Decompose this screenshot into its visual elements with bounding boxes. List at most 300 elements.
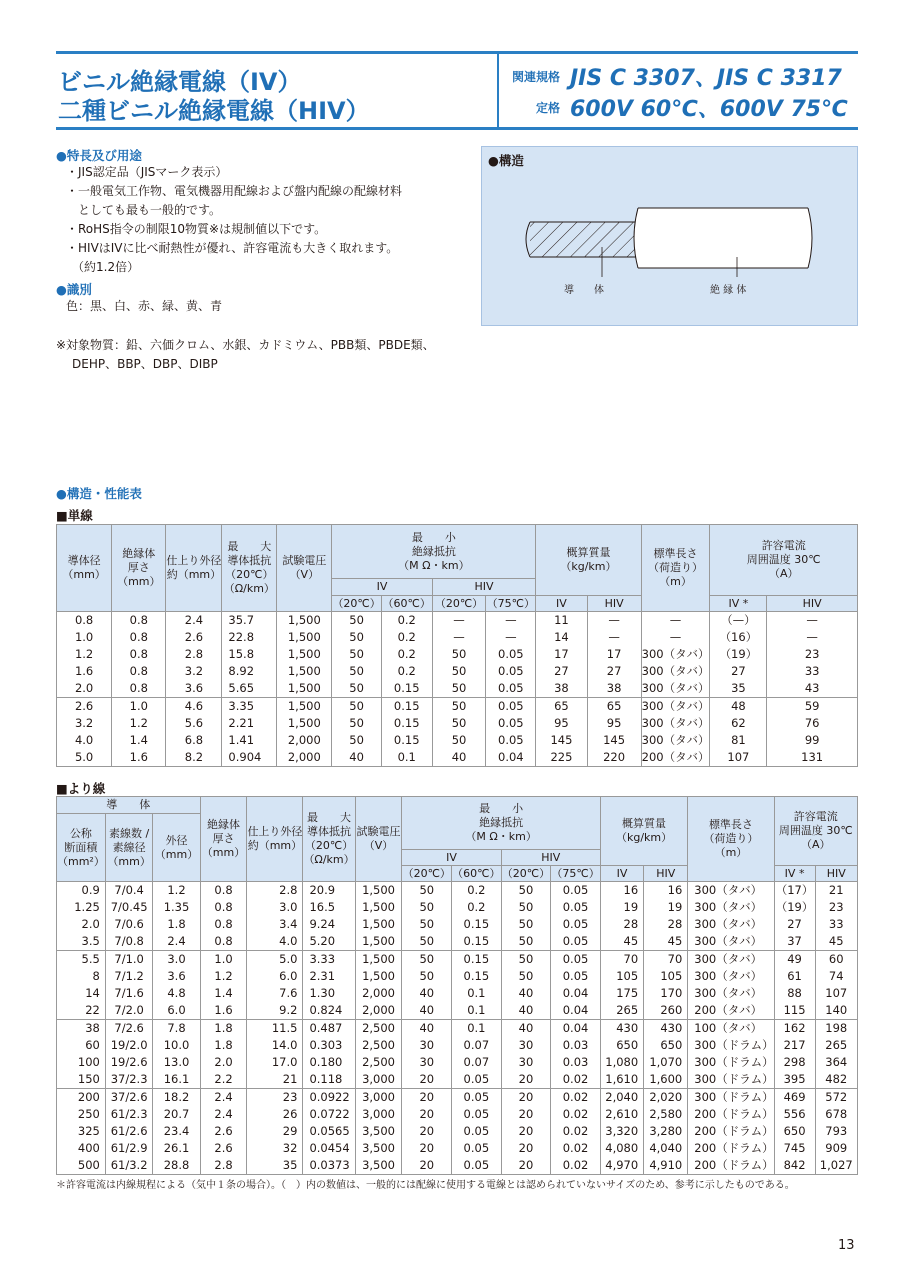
table-cell: 40: [419, 1003, 435, 1017]
table-cell-column: [641, 698, 710, 767]
header-current: 許容電流 周囲温度 30℃ （A）: [774, 797, 857, 866]
table-cell: 300（ドラム）: [694, 1090, 774, 1104]
table-cell-column: [153, 882, 200, 951]
table-cell: 1,500: [287, 630, 321, 644]
table-cell: 4.6: [184, 699, 204, 713]
table-cell: 0.1: [467, 1021, 486, 1035]
table-cell: 88: [787, 986, 802, 1000]
table-cell: 300（タバ）: [694, 883, 763, 897]
table-cell: 45: [623, 934, 639, 948]
table-cell: 300（タバ）: [694, 917, 763, 931]
rating-label: 定格: [536, 101, 561, 115]
header-min-insulation: 最 小 絶縁抵抗 （M Ω・km）: [332, 525, 536, 579]
table-cell-column: [105, 1020, 153, 1089]
table-cell: 170: [660, 986, 683, 1000]
table-cell: 7/1.2: [114, 969, 144, 983]
table-cell: 76: [804, 716, 820, 730]
table-cell: 0.03: [562, 1038, 589, 1052]
table-cell: 0.02: [562, 1107, 589, 1121]
header-ins-thickness: 絶縁体 厚さ （mm）: [112, 525, 166, 612]
table-cell-column: [600, 951, 643, 1020]
table-cell: 9.24: [309, 917, 336, 931]
table-cell: 50: [518, 952, 534, 966]
table-cell: 23: [804, 647, 820, 661]
table-cell: 70: [623, 952, 639, 966]
table-cell-column: [247, 951, 303, 1020]
table-cell: 1,500: [287, 716, 321, 730]
header-current-iv: IV *: [710, 596, 767, 612]
table-cell: 0.04: [562, 1021, 589, 1035]
table-cell: 8: [92, 969, 100, 983]
table-cell: 0.04: [562, 986, 589, 1000]
table-cell: 1,600: [649, 1072, 683, 1086]
table-cell: 0.05: [562, 969, 589, 983]
table-cell-column: [641, 612, 710, 698]
tables-heading: ●構造・性能表: [56, 486, 142, 501]
solid-wire-table-body: [57, 612, 858, 767]
table-cell-column: [57, 951, 106, 1020]
table-cell: 50: [518, 883, 534, 897]
table-cell: 2.31: [309, 969, 336, 983]
table-cell: 2,040: [605, 1090, 639, 1104]
table-cell: 198: [825, 1021, 848, 1035]
table-cell: 0.05: [463, 1090, 490, 1104]
table-cell-column: [688, 1020, 774, 1089]
table-cell: 35.7: [228, 613, 255, 627]
table-cell: 145: [550, 733, 573, 747]
table-row-group: [57, 1020, 858, 1089]
table-cell: —: [806, 613, 818, 627]
table-cell: 26.1: [163, 1141, 190, 1155]
rohs-note-line-2: DEHP、BBP、DBP、DIBP: [72, 357, 218, 371]
header-temp: （75℃）: [486, 596, 535, 610]
table-cell: 33: [828, 917, 844, 931]
table-cell: 265: [616, 1003, 639, 1017]
table-cell: 0.15: [463, 917, 490, 931]
table-cell: 325: [77, 1124, 100, 1138]
table-cell-column: [688, 1089, 774, 1175]
table-cell: 95: [606, 716, 622, 730]
table-cell: 1.6: [74, 664, 94, 678]
table-cell: 300（タバ）: [694, 934, 763, 948]
header-mass-hiv: HIV: [644, 866, 688, 882]
table-cell-column: [303, 882, 355, 951]
table-cell: 20: [419, 1107, 435, 1121]
table-cell: （—）: [721, 613, 756, 627]
header-min-insulation: 最 小 絶縁抵抗 （M Ω・km）: [402, 797, 600, 850]
table-cell: 8.2: [184, 750, 204, 764]
header-test-voltage: 試験電圧 （V）: [355, 797, 402, 882]
table-cell: 105: [660, 969, 683, 983]
footnote: ＊許容電流は内線規程による（気中１条の場合）。（ ）内の数値は、一般的には配線に使用する電線とは認められていないサイズのため、参考に示したものである。: [56, 1180, 795, 1191]
table-cell: 50: [518, 934, 534, 948]
table-cell: 50: [451, 733, 467, 747]
table-cell-column: [402, 1089, 452, 1175]
table-cell: 140: [825, 1003, 848, 1017]
table-cell: 200（タバ）: [694, 1003, 763, 1017]
header-bottom-rule: [56, 127, 858, 130]
table-cell: 50: [451, 664, 467, 678]
table-cell: 2.8: [279, 883, 298, 897]
table-cell: 200（ドラム）: [694, 1158, 774, 1172]
table-cell: 300（ドラム）: [694, 1072, 774, 1086]
stranded-wire-table: [56, 796, 858, 1175]
table-cell: 0.2: [467, 900, 486, 914]
table-row-group: [57, 1089, 858, 1175]
table-cell: 38: [85, 1021, 100, 1035]
conductor-label: 導 体: [564, 285, 604, 296]
table-cell: 0.303: [309, 1038, 343, 1052]
table-cell: 1.2: [167, 883, 186, 897]
table-cell: 2.0: [74, 681, 94, 695]
table-cell: 500: [77, 1158, 100, 1172]
table-cell-column: [105, 882, 153, 951]
header-od: 外径 （mm）: [153, 814, 200, 882]
table-cell: 0.8: [129, 647, 148, 661]
table-cell: 300（タバ）: [641, 733, 710, 747]
table-cell: 5.65: [228, 681, 255, 695]
table-cell: 260: [660, 1003, 683, 1017]
table-cell: 27: [554, 664, 569, 678]
header-mass: 概算質量 （kg/km）: [600, 797, 687, 866]
insulator-body: [638, 208, 808, 268]
table-cell: 0.1: [467, 1003, 486, 1017]
header-divider: [497, 51, 499, 127]
table-cell-column: [536, 612, 587, 698]
table-cell: 35: [731, 681, 746, 695]
table-cell: 0.2: [467, 883, 486, 897]
table-cell: 40: [419, 986, 435, 1000]
table-cell: 0.05: [463, 1072, 490, 1086]
table-cell: 62: [731, 716, 746, 730]
feature-line: としても最も一般的です。: [66, 203, 222, 217]
table-cell: 300（タバ）: [641, 699, 710, 713]
table-cell: 265: [825, 1038, 848, 1052]
table-cell: 26: [282, 1107, 298, 1121]
table-cell: 65: [554, 699, 569, 713]
table-cell: 2.6: [74, 699, 94, 713]
table-cell: 30: [518, 1038, 534, 1052]
table-cell: 1.0: [129, 699, 148, 713]
table-cell-column: [815, 1020, 858, 1089]
table-cell: 6.8: [184, 733, 204, 747]
table-cell: 1.30: [309, 986, 336, 1000]
table-cell: 3,320: [605, 1124, 639, 1138]
table-cell: 0.05: [562, 883, 589, 897]
table-cell: 40: [349, 750, 364, 764]
table-cell-column: [551, 951, 601, 1020]
table-cell-column: [644, 951, 688, 1020]
table-cell: 2,610: [605, 1107, 639, 1121]
table-cell-column: [587, 612, 641, 698]
table-cell: 50: [451, 681, 467, 695]
table-cell: 1,500: [362, 900, 396, 914]
table-cell: 430: [616, 1021, 639, 1035]
table-cell: 20: [518, 1141, 534, 1155]
table-cell: 20.9: [309, 883, 336, 897]
table-cell: 1,500: [287, 681, 321, 695]
table-cell: 1,610: [605, 1072, 639, 1086]
table-cell: 48: [731, 699, 746, 713]
header-temp: （20℃）: [432, 596, 486, 612]
table-cell: 0.05: [562, 900, 589, 914]
table-cell: 61: [787, 969, 802, 983]
table-cell: 1,080: [605, 1055, 639, 1069]
table-cell: 2.6: [184, 630, 204, 644]
table-cell-column: [355, 1020, 402, 1089]
table-cell: 2.4: [214, 1090, 233, 1104]
table-cell: 300（タバ）: [641, 664, 710, 678]
table-cell: 50: [518, 917, 534, 931]
table-cell: 0.15: [463, 934, 490, 948]
header-area: 公称 断面積 （mm²）: [57, 814, 106, 882]
table-cell-column: [432, 698, 486, 767]
table-cell: —: [608, 630, 620, 644]
table-cell: 3.4: [279, 917, 298, 931]
table-cell: 2.6: [214, 1124, 233, 1138]
table-cell: 7/2.0: [114, 1003, 144, 1017]
table-cell: 35: [282, 1158, 298, 1172]
table-cell: 0.0722: [309, 1107, 350, 1121]
cable-cross-section-illustration: [482, 147, 857, 325]
header-strands: 素線数 / 素線径 （mm）: [105, 814, 153, 882]
table-cell-column: [355, 882, 402, 951]
table-cell: 20: [518, 1072, 534, 1086]
table-cell: 2.8: [214, 1158, 233, 1172]
table-cell: 95: [554, 716, 569, 730]
header-conductor: 導 体: [57, 797, 201, 814]
table-cell: 0.0373: [309, 1158, 350, 1172]
table-cell: 0.1: [397, 750, 416, 764]
feature-line: ・JIS認定品（JISマーク表示）: [66, 165, 228, 179]
table-cell: 300（タバ）: [694, 969, 763, 983]
table-cell: 200（タバ）: [641, 750, 710, 764]
feature-line: ・HIVはIVに比べ耐熱性が優れ、許容電流も大きく取れます。: [66, 241, 399, 255]
table-cell: 650: [783, 1124, 806, 1138]
table-cell: 61/2.3: [110, 1107, 148, 1121]
structure-diagram: [481, 146, 858, 326]
table-cell: 5.0: [279, 952, 298, 966]
table-cell: 22.8: [228, 630, 255, 644]
table-cell: 0.8: [214, 934, 233, 948]
table-cell: 40: [419, 1021, 435, 1035]
table-cell: 59: [804, 699, 820, 713]
table-cell: 6.0: [167, 1003, 186, 1017]
table-cell: 1,500: [362, 917, 396, 931]
table-cell: 3.2: [74, 716, 94, 730]
table-cell: 5.0: [74, 750, 94, 764]
table-cell: 1.6: [214, 1003, 233, 1017]
table-cell: （19）: [719, 647, 758, 661]
table-cell: 2,000: [287, 750, 321, 764]
table-cell: 4,080: [605, 1141, 639, 1155]
table-cell-column: [57, 698, 112, 767]
table-cell: 65: [606, 699, 622, 713]
table-cell-column: [355, 1089, 402, 1175]
table-cell: 2,500: [362, 1021, 396, 1035]
table-cell: 0.8: [214, 900, 233, 914]
table-cell: 1,500: [287, 647, 321, 661]
table-cell-column: [688, 882, 774, 951]
table-cell: 0.03: [562, 1055, 589, 1069]
conductor-hatch: [530, 222, 640, 257]
table-cell: 3,000: [362, 1072, 396, 1086]
table-cell: 20: [419, 1124, 435, 1138]
table-cell-column: [402, 1020, 452, 1089]
header-conductor-dia: 導体径 （mm）: [57, 525, 112, 612]
table-cell: 2.0: [214, 1055, 233, 1069]
table-cell: 23.4: [163, 1124, 190, 1138]
table-cell: 28.8: [163, 1158, 190, 1172]
table-cell: 1,027: [819, 1158, 853, 1172]
table-cell: —: [505, 613, 517, 627]
table-row-group: [57, 698, 858, 767]
table-cell: 1.25: [74, 900, 100, 914]
table-cell: 28: [623, 917, 639, 931]
table-cell: 40: [451, 750, 467, 764]
table-cell: 2.4: [184, 613, 204, 627]
table-cell: 0.2: [397, 613, 416, 627]
header-ins-thickness: 絶縁体 厚さ （mm）: [200, 797, 247, 882]
table-cell: 14: [554, 630, 569, 644]
table-cell-column: [57, 1089, 106, 1175]
table-cell: 1.4: [214, 986, 233, 1000]
table-cell: 17: [554, 647, 569, 661]
table-cell: 50: [419, 952, 435, 966]
table-cell: 14: [85, 986, 100, 1000]
standard-value: JIS C 3307、JIS C 3317: [570, 66, 842, 91]
table-cell: 0.05: [463, 1124, 490, 1138]
table-cell: 300（ドラム）: [694, 1055, 774, 1069]
table-cell-column: [452, 1089, 502, 1175]
table-cell-column: [247, 882, 303, 951]
table-cell: 0.07: [463, 1038, 490, 1052]
table-cell: 50: [349, 681, 364, 695]
table-cell: 107: [825, 986, 848, 1000]
table-cell: 3.2: [184, 664, 204, 678]
table-cell: 16.5: [309, 900, 336, 914]
table-cell: 4.0: [74, 733, 94, 747]
table-cell: 50: [349, 733, 364, 747]
table-cell: 23: [828, 900, 844, 914]
table-cell-column: [767, 698, 858, 767]
table-cell: 0.0922: [309, 1090, 350, 1104]
table-cell: 2,000: [362, 986, 396, 1000]
table-cell: 225: [550, 750, 573, 764]
table-cell: 1,500: [362, 934, 396, 948]
table-cell: 0.118: [309, 1072, 343, 1086]
table-cell-column: [774, 1089, 815, 1175]
header-temp: （60℃）: [382, 596, 431, 610]
table-cell: 2.2: [214, 1072, 233, 1086]
table-cell: （19）: [775, 900, 814, 914]
table-cell: 300（タバ）: [641, 647, 710, 661]
table-cell: 0.8: [129, 681, 148, 695]
table-cell: 0.180: [309, 1055, 343, 1069]
table-cell: 5.6: [184, 716, 204, 730]
table-cell: 200: [77, 1090, 100, 1104]
table-cell: 678: [825, 1107, 848, 1121]
table-cell: 300（タバ）: [641, 716, 710, 730]
table-cell: 217: [783, 1038, 806, 1052]
table-cell: 0.07: [463, 1055, 490, 1069]
rating-value: 600V 60℃、600V 75℃: [570, 97, 848, 122]
table-cell: 162: [783, 1021, 806, 1035]
table-cell: 38: [554, 681, 569, 695]
table-cell: 0.05: [463, 1141, 490, 1155]
table-cell: 250: [77, 1107, 100, 1121]
table-cell: 11.5: [271, 1021, 298, 1035]
table-cell: 0.15: [393, 733, 420, 747]
table-cell: 1.4: [129, 733, 148, 747]
header-length: 標準長さ （荷造り） （m）: [688, 797, 774, 882]
header-hiv: HIV: [432, 579, 536, 596]
table-cell-column: [501, 1020, 551, 1089]
table-cell: 30: [419, 1038, 435, 1052]
table-cell: —: [505, 630, 517, 644]
header-max-resistance: 最 大 導体抵抗 （20℃） （Ω/km）: [222, 525, 277, 612]
table-cell: 0.1: [467, 986, 486, 1000]
table-cell: 1.2: [129, 716, 148, 730]
table-cell: 74: [828, 969, 844, 983]
table-cell: 1.0: [214, 952, 233, 966]
table-cell-column: [105, 951, 153, 1020]
table-cell: 300（タバ）: [694, 900, 763, 914]
table-cell: 0.8: [129, 664, 148, 678]
table-cell-column: [815, 882, 858, 951]
table-cell: 300（タバ）: [694, 952, 763, 966]
table-cell: 1.8: [214, 1021, 233, 1035]
table-cell: 50: [349, 613, 364, 627]
table-cell: 50: [518, 900, 534, 914]
table-cell: 29: [282, 1124, 298, 1138]
table-cell-column: [452, 951, 502, 1020]
feature-line: （約1.2倍）: [66, 260, 140, 274]
table-cell: 7/1.0: [114, 952, 144, 966]
table-cell-column: [600, 882, 643, 951]
table-cell: 9.2: [279, 1003, 298, 1017]
table-cell: 298: [783, 1055, 806, 1069]
insulator-label: 絶 縁 体: [710, 285, 747, 296]
table-cell: 1.8: [214, 1038, 233, 1052]
table-cell: 0.15: [393, 681, 420, 695]
table-cell: 19/2.0: [110, 1038, 148, 1052]
table-cell-column: [501, 882, 551, 951]
table-cell-column: [355, 951, 402, 1020]
table-cell: 20: [419, 1141, 435, 1155]
table-cell-column: [222, 698, 277, 767]
table-cell: 16: [667, 883, 683, 897]
table-cell: 37: [787, 934, 802, 948]
table-cell: 1,500: [362, 969, 396, 983]
table-cell: 50: [349, 664, 364, 678]
table-cell: 7/1.6: [114, 986, 144, 1000]
table-cell: 19: [623, 900, 639, 914]
table-cell: 100: [77, 1055, 100, 1069]
table-cell: 2,500: [362, 1055, 396, 1069]
table-cell-column: [486, 612, 536, 698]
table-row-group: [57, 612, 858, 698]
table-cell-column: [767, 612, 858, 698]
table-cell-column: [166, 698, 222, 767]
table-cell: 909: [825, 1141, 848, 1155]
table-cell: 0.2: [397, 664, 416, 678]
table-cell: 19: [667, 900, 683, 914]
table-cell: 1,500: [287, 664, 321, 678]
table-cell: 17.0: [271, 1055, 298, 1069]
table-cell: 0.04: [498, 750, 524, 764]
table-cell: 650: [616, 1038, 639, 1052]
